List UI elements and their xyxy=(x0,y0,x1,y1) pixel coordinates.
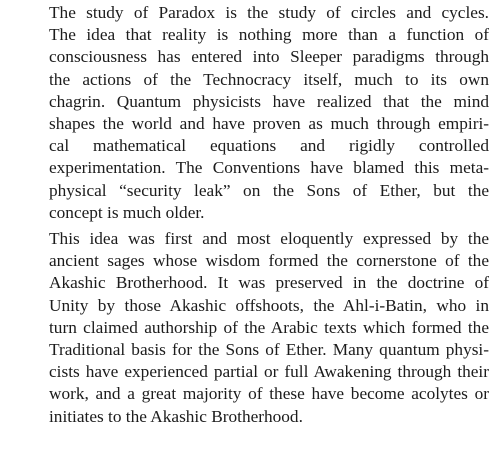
paragraph-line: Unity by those Akashic offshoots, the Ahl-i-Batin, who in xyxy=(49,295,489,315)
paragraph-line: concept is much older. xyxy=(49,202,205,222)
paragraph-line: work, and a great majority of these have become acolytes or xyxy=(49,384,489,404)
paragraph-line: cists have experienced partial or full Awakening through their xyxy=(49,362,489,382)
paragraph-line: experimentation. The Conventions have blamed this meta- xyxy=(49,158,489,178)
paragraph-line: physical “security leak” on the Sons of Ether, but the xyxy=(49,180,489,200)
paragraph-line: cal mathematical equations and rigidly controlled xyxy=(49,136,489,156)
paragraph-line: consciousness has entered into Sleeper paradigms through xyxy=(49,47,489,67)
paragraph-line: ancient sages whose wisdom formed the cornerstone of the xyxy=(49,251,489,271)
paragraph-line: turn claimed authorship of the Arabic texts which formed the xyxy=(49,317,489,337)
paragraph-line: The idea that reality is nothing more than a function of xyxy=(49,25,489,45)
paragraph-line: Traditional basis for the Sons of Ether. Many quantum physi- xyxy=(49,340,489,360)
paragraph-line: chagrin. Quantum physicists have realized that the mind xyxy=(49,91,489,111)
paragraph-line: shapes the world and have proven as much through empiri- xyxy=(49,114,489,134)
paragraph-1 xyxy=(13,2,489,224)
paragraph-line: initiates to the Akashic Brotherhood. xyxy=(49,406,303,426)
paragraph-line: This idea was first and most eloquently expressed by the xyxy=(49,229,489,249)
paragraph-line: The study of Paradox is the study of circles and cycles. xyxy=(49,3,489,22)
document-page xyxy=(13,2,489,428)
paragraph-line: the actions of the Technocracy itself, much to its own xyxy=(49,69,489,89)
paragraph-2 xyxy=(13,228,489,428)
paragraph-line: Akashic Brotherhood. It was preserved in the doctrine of xyxy=(49,273,489,293)
